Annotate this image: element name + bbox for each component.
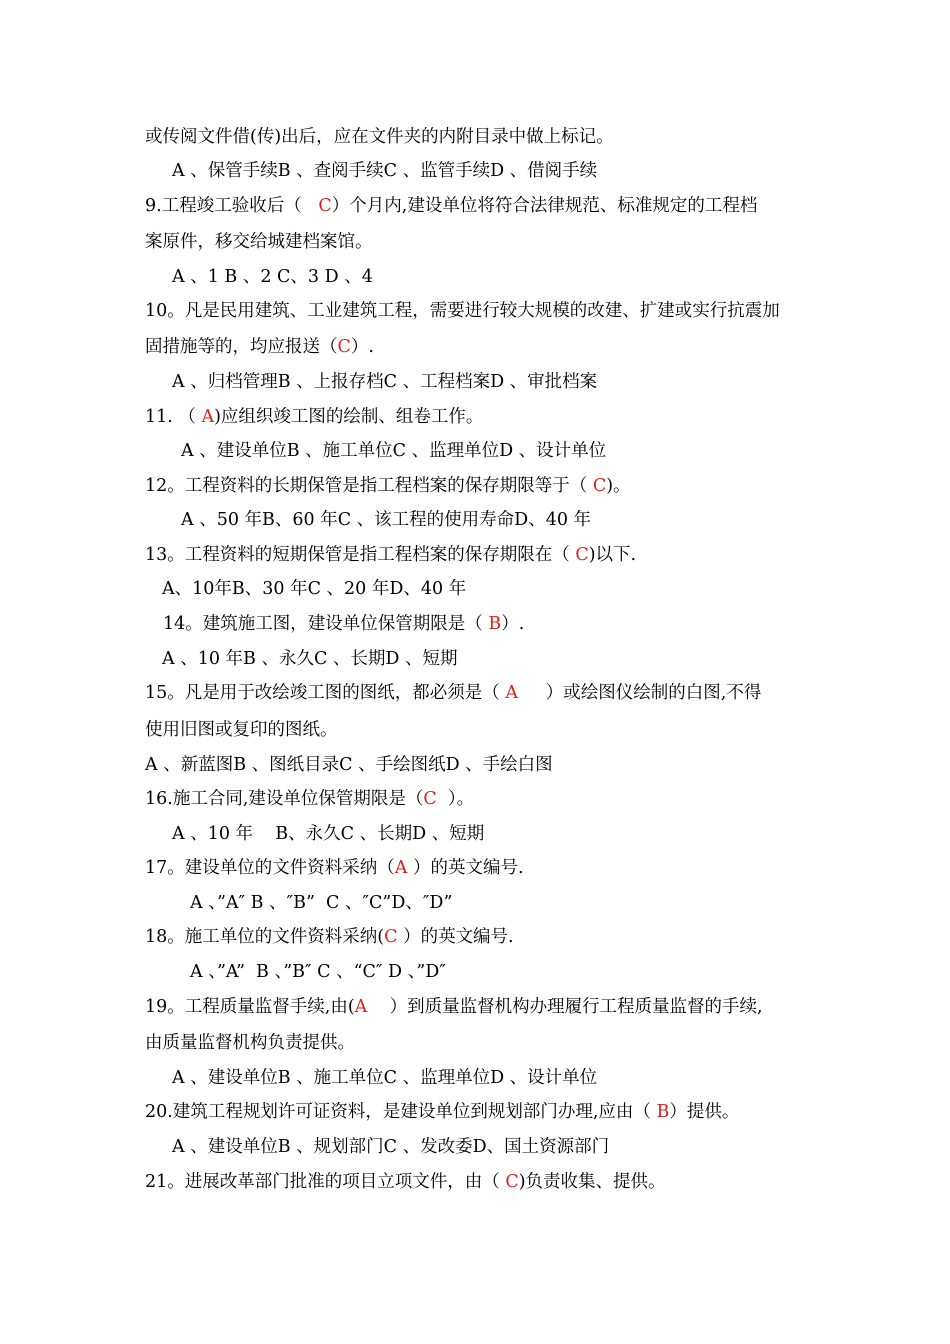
text-line: 由质量监督机构负责提供。 <box>145 1033 355 1053</box>
question-14: 14。建筑施工图，建设单位保管期限是（ B）. <box>163 614 525 634</box>
options-line: A 、”A″ B 、″B” C 、″C”D、″D” <box>190 893 453 913</box>
question-21: 21。进展改革部门批准的项目立项文件，由（ C)负责收集、提供。 <box>145 1172 666 1192</box>
question-19: 19。工程质量监督手续,由(A ）到质量监督机构办理履行工程质量监督的手续, <box>145 997 763 1017</box>
question-11: 11. （ A)应组织竣工图的绘制、组卷工作。 <box>145 407 484 427</box>
text-line: 固措施等的，均应报送（C）. <box>145 337 374 357</box>
answer-mark: C <box>575 545 589 565</box>
options-line: A 、保管手续B 、查阅手续C 、监管手续D 、借阅手续 <box>172 161 598 181</box>
options-line: A 、”A” B 、”B″ C 、“C″ D 、”D″ <box>190 962 446 982</box>
question-20: 20.建筑工程规划许可证资料，是建设单位到规划部门办理,应由（ B）提供。 <box>145 1102 740 1122</box>
question-15: 15。凡是用于改绘竣工图的图纸，都必须是（ A ）或绘图仪绘制的白图,不得 <box>145 683 762 703</box>
question-13: 13。工程资料的短期保管是指工程档案的保存期限在（ C)以下. <box>145 545 637 565</box>
answer-mark: A <box>394 858 408 878</box>
answer-mark: A <box>201 407 215 427</box>
text-line: 案原件，移交给城建档案馆。 <box>145 232 373 252</box>
question-18: 18。施工单位的文件资料采纳(C ）的英文编号. <box>145 927 514 947</box>
options-line: A 、1 B 、2 C、3 D 、4 <box>172 267 373 287</box>
options-line: A 、建设单位B 、规划部门C 、发改委D、国土资源部门 <box>172 1137 610 1157</box>
options-line: A、10年B、30 年C 、20 年D、40 年 <box>162 579 467 599</box>
options-line: A 、建设单位B 、施工单位C 、监理单位D 、设计单位 <box>181 441 607 461</box>
options-line: A 、建设单位B 、施工单位C 、监理单位D 、设计单位 <box>172 1068 598 1088</box>
answer-mark: B <box>656 1102 670 1122</box>
text-line: 使用旧图或复印的图纸。 <box>145 720 338 740</box>
question-16: 16.施工合同,建设单位保管期限是（C ）。 <box>145 789 475 809</box>
answer-mark: C <box>384 927 398 947</box>
answer-mark: A <box>354 997 368 1017</box>
answer-mark: B <box>488 614 502 634</box>
question-17: 17。建设单位的文件资料采纳（A ）的英文编号. <box>145 858 524 878</box>
options-line: A 、新蓝图B 、图纸目录C 、手绘图纸D 、手绘白图 <box>145 755 553 775</box>
question-9: 9.工程竣工验收后（ C）个月内,建设单位将符合法律规范、标准规定的工程档 <box>145 196 758 216</box>
options-line: A 、50 年B、60 年C 、该工程的使用寿命D、40 年 <box>181 510 592 530</box>
options-line: A 、归档管理B 、上报存档C 、工程档案D 、审批档案 <box>172 372 598 392</box>
question-10: 10。凡是民用建筑、工业建筑工程，需要进行较大规模的改建、扩建或实行抗震加 <box>145 301 780 321</box>
answer-mark: C <box>337 337 351 357</box>
answer-mark: A <box>505 683 518 703</box>
options-line: A 、10 年B 、永久C 、长期D 、短期 <box>162 649 458 669</box>
question-12: 12。工程资料的长期保管是指工程档案的保存期限等于（ C)。 <box>145 476 631 496</box>
answer-mark: C <box>505 1172 519 1192</box>
options-line: A 、10 年 B、永久C 、长期D 、短期 <box>172 824 485 844</box>
text-line: 或传阅文件借(传)出后，应在文件夹的内附目录中做上标记。 <box>145 127 614 147</box>
answer-mark: C <box>423 789 437 809</box>
answer-mark: C <box>318 196 332 216</box>
answer-mark: C <box>592 476 607 496</box>
